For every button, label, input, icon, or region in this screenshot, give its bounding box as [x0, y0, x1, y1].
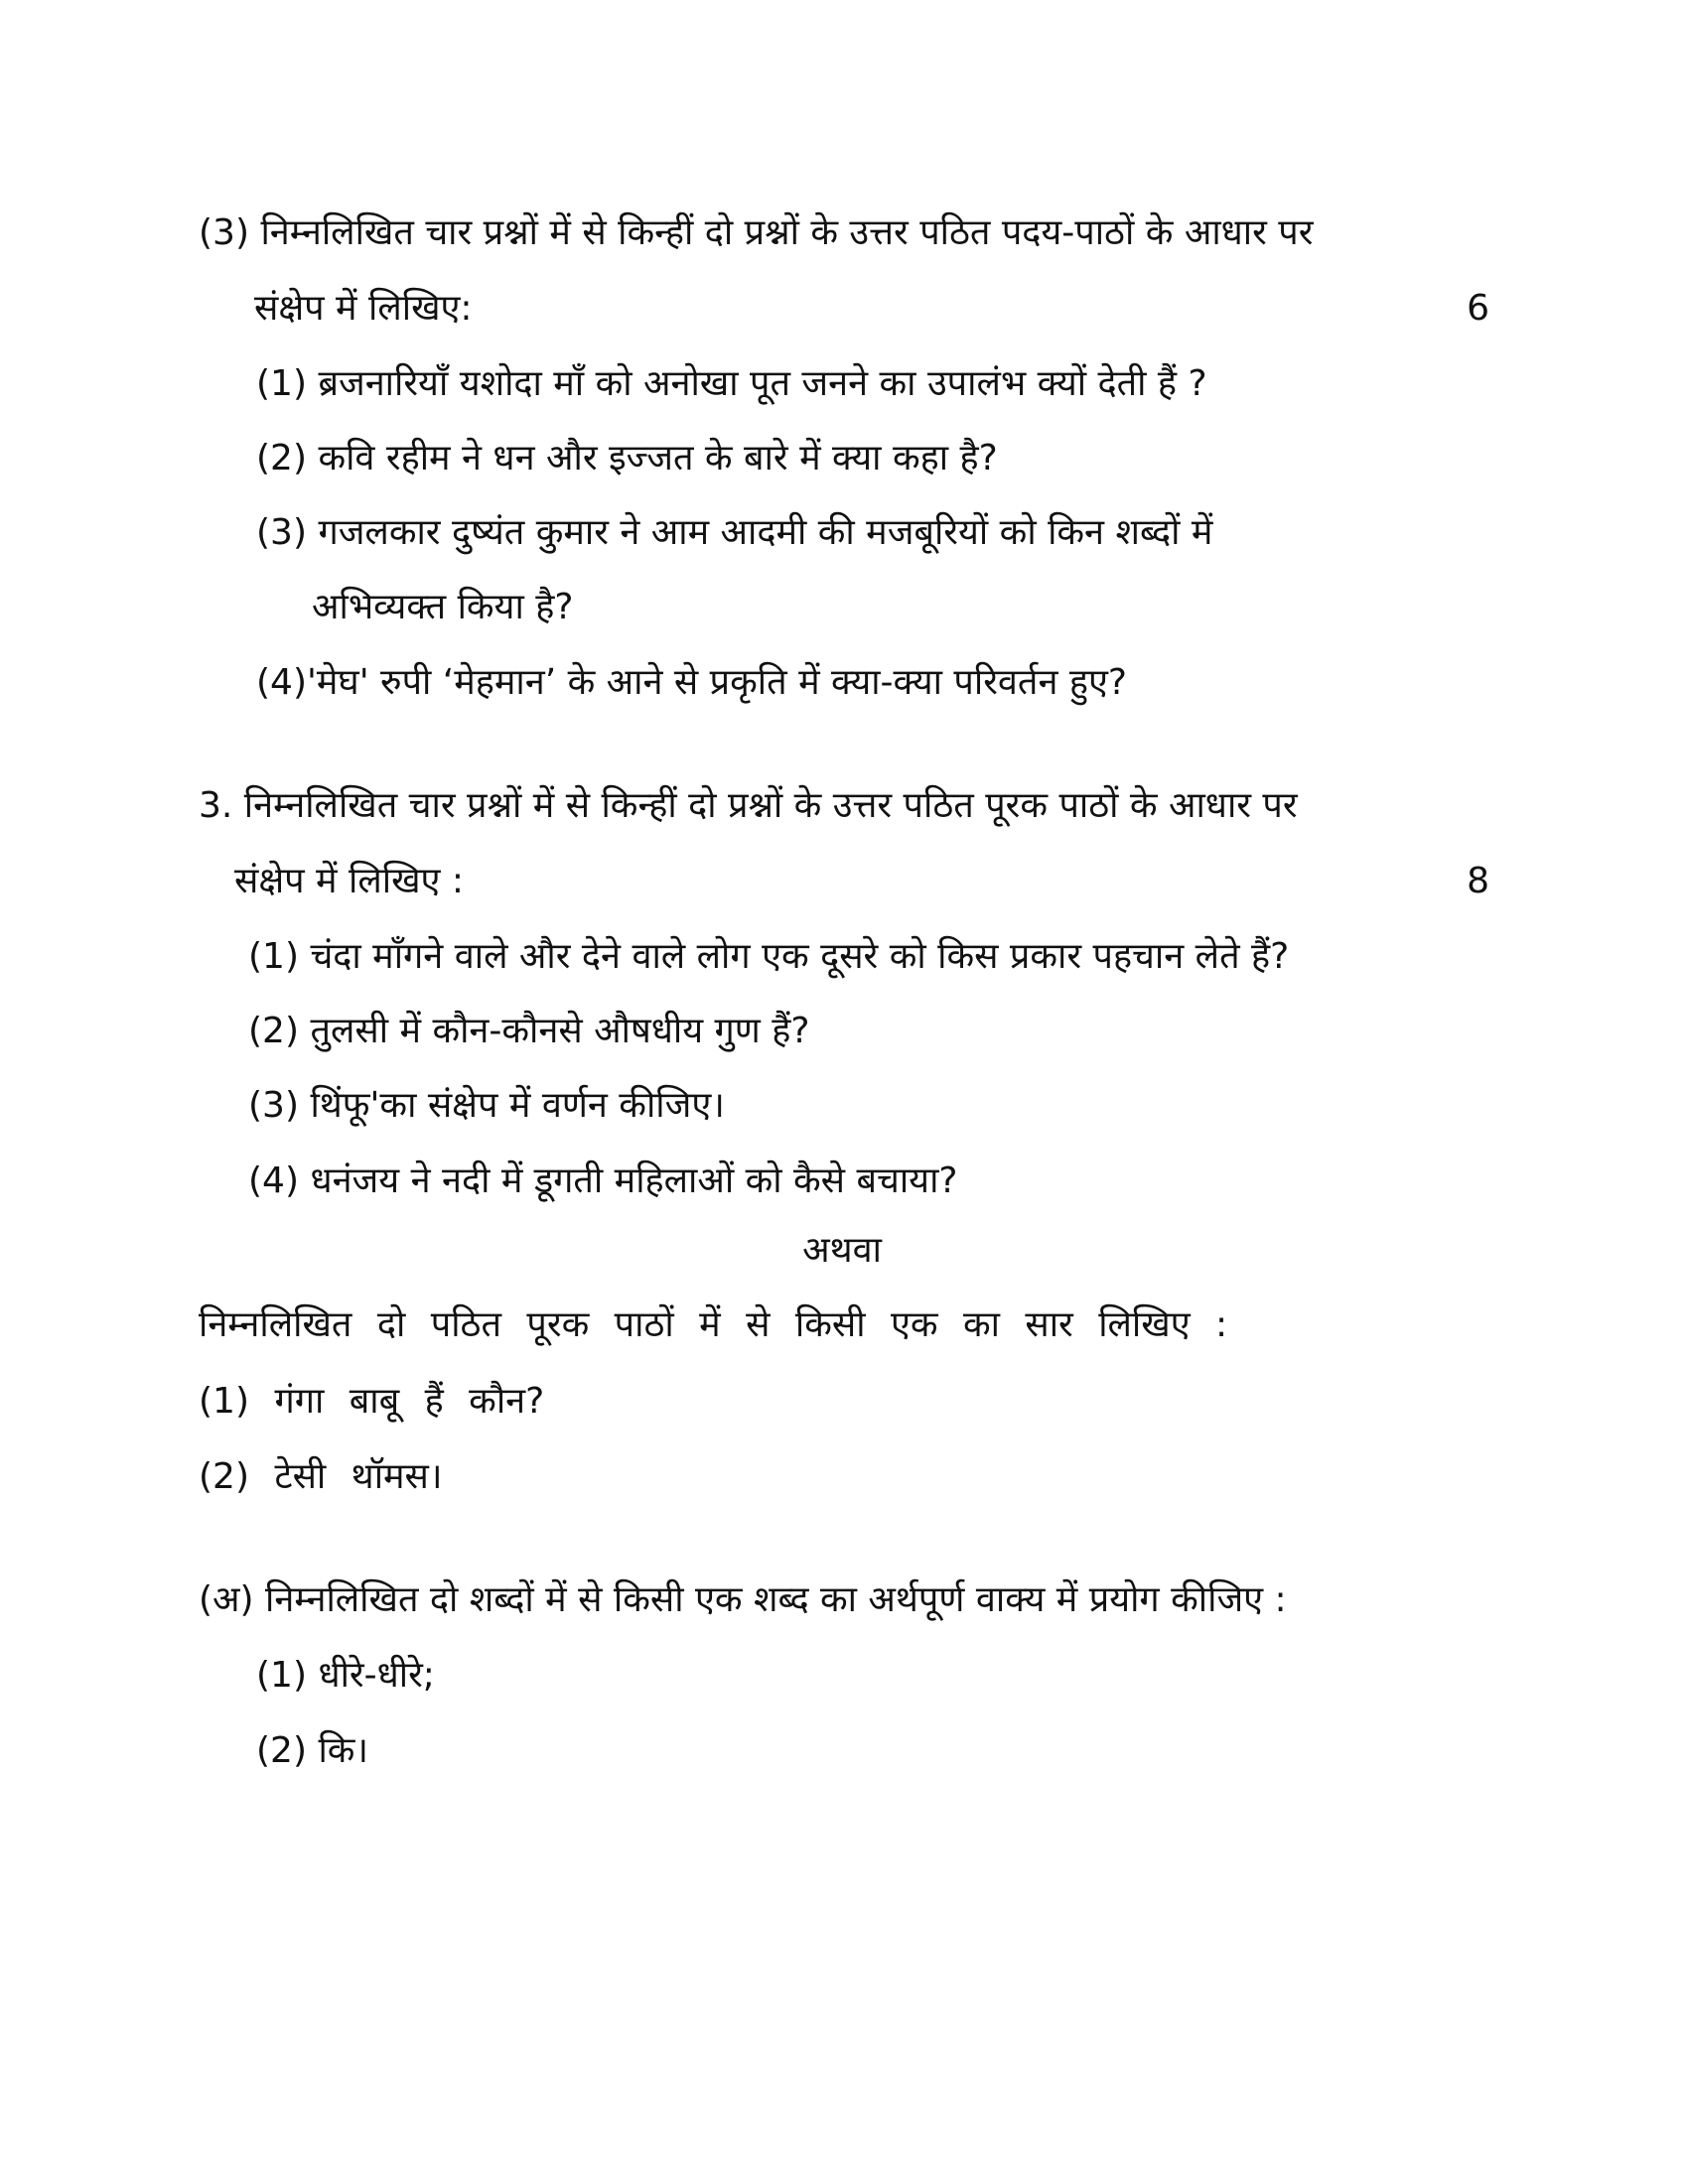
- section-a-heading-line1: (3) निम्नलिखित चार प्रश्नों में से किन्हीं दो प्रश्नों के उत्तर पठित पदय-पाठों के आधार पर: [199, 212, 1314, 253]
- section-c-option-2: (2) कि।: [256, 1730, 369, 1771]
- section-a-heading-line2: संक्षेप में लिखिए:: [254, 288, 473, 329]
- section-a-question-1: (1) ब्रजनारियाँ यशोदा माँ को अनोखा पूत जनने का उपालंभ क्यों देती हैं ?: [256, 363, 1207, 404]
- section-b-marks: 8: [1467, 861, 1489, 901]
- section-b-question-2: (2) तुलसी में कौन-कौनसे औषधीय गुण हैं?: [248, 1011, 810, 1051]
- section-a-question-3: (3) गजलकार दुष्यंत कुमार ने आम आदमी की मजबूरियों को किन शब्दों में: [256, 512, 1213, 553]
- section-b-heading-line1: 3. निम्नलिखित चार प्रश्नों में से किन्हीं दो प्रश्नों के उत्तर पठित पूरक पाठों के आधार पर: [199, 785, 1298, 826]
- section-a-question-4: (4)'मेघ' रुपी ‘मेहमान’ के आने से प्रकृति में क्या-क्या परिवर्तन हुए?: [256, 662, 1128, 703]
- section-b-question-3: (3) थिंफू'का संक्षेप में वर्णन कीजिए।: [248, 1085, 725, 1126]
- section-c-heading: (अ) निम्नलिखित दो शब्दों में से किसी एक शब्द का अर्थपूर्ण वाक्य में प्रयोग कीजिए :: [199, 1579, 1287, 1620]
- section-c-option-1: (1) धीरे-धीरे;: [256, 1655, 435, 1696]
- alt-heading: निम्नलिखित दो पठित पूरक पाठों में से किसी एक का सार लिखिए :: [199, 1304, 1228, 1345]
- section-a-question-3-cont: अभिव्यक्त किया है?: [312, 587, 574, 627]
- or-divider: अथवा: [802, 1230, 882, 1271]
- section-a-question-2: (2) कवि रहीम ने धन और इज्जत के बारे में क्या कहा है?: [256, 438, 998, 478]
- section-b-question-1: (1) चंदा माँगने वाले और देने वाले लोग एक दूसरे को किस प्रकार पहचान लेते हैं?: [248, 936, 1290, 977]
- section-b-question-4: (4) धनंजय ने नदी में डूगती महिलाओं को कैसे बचाया?: [248, 1160, 958, 1201]
- section-a-marks: 6: [1467, 288, 1489, 329]
- section-b-heading-line2: संक्षेप में लिखिए :: [234, 861, 464, 901]
- alt-option-2: (2) टेसी थॉमस।: [199, 1456, 443, 1497]
- alt-option-1: (1) गंगा बाबू हैं कौन?: [199, 1381, 545, 1422]
